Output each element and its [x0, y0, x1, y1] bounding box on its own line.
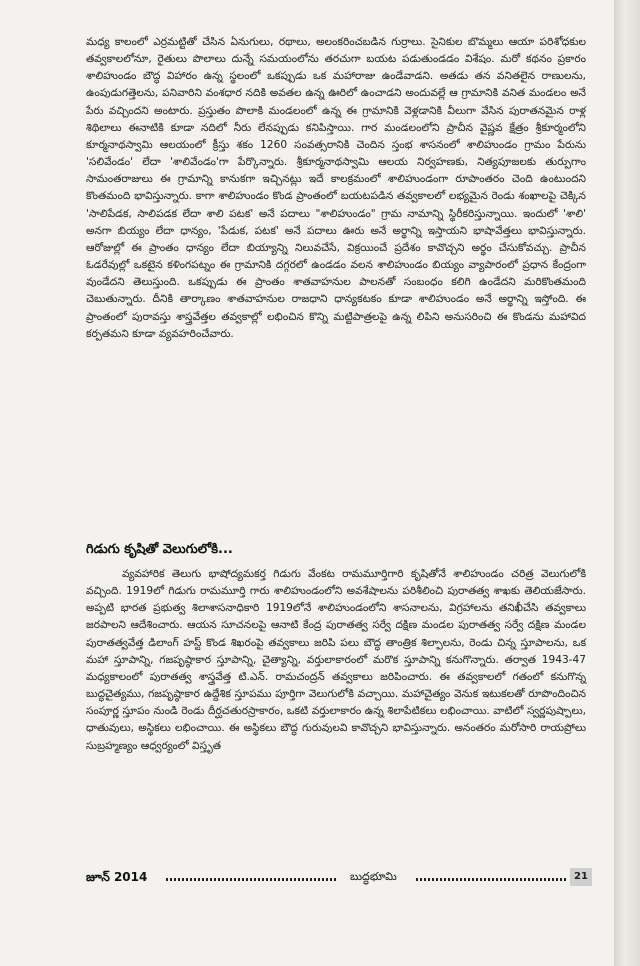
article-paragraph-1: మధ్య కాలంలో ఎర్రమట్టితో చేసిన ఏనుగులు, రథాలు, అలంకరించబడిన గుర్రాలు. సైనికుల బొమ్మలు ఆయా పరిశోధకుల తవ్వకాలలోనూ, రైతులు పొలాలు దున్నే సమయంలోను తరచుగా బయట పడుతుండడం విశేషం. మరో కథనం ప్రకారం శాలిహుండం బౌద్ధ విహారం ఉన్న స్థలంలో ఒకప్పుడు ఒక మహారాజు ఉండేవాడని. అతడు తన వనితలైన రాణులను, ఉంపుడుగత్తెలను, పనివారిని వంశధార నదికి అవతల ఉన్న ఊరిలో ఉంచాడని అందువల్లే ఆ గ్రామానికి వనిత మండలం అనే పేరు వచ్చిందని అంటారు. ప్రస్తుతం పొలాకి మండలంలో ఉన్న ఈ గ్రామానికి వెళ్లడానికి వీలుగా వేసిన పురాతనమైన రాళ్ల శిథిలాలు ఈనాటికి కూడా నదిలో నీరు లేనప్పుడు కనిపిస్తాయి. గార మండలంలోని ప్రాచీన వైష్ణవ క్షేత్రం శ్రీకూర్మంలోని కూర్మనాథస్వామి ఆలయంలో క్రీస్తు శకం 1260 సంవత్సరానికి చెందిన స్తంభ శాసనంలో శాలిహుండం గ్రామం పేరును 'సలివేండం' లేదా 'శాలివేండం'గా పేర్కొన్నారు. శ్రీకూర్మనాథస్వామి ఆలయ నిర్వహణకు, నిత్యపూజలకు తుర్పుగాం సామంతరాజులు ఈ గ్రామాన్ని కానుకగా ఇచ్చినట్లు ఇదే కాలక్రమంలో శాలిహుండంగా రూపాంతరం చెంది ఉంటుందని కొంతమంది భావిస్తున్నారు. కాగా శాలిహుండం కొండ ప్రాంతంలో బయటపడిన తవ్వకాలలో లభ్యమైన రెండు శంఖాలపై చెక్కిన 'సాలిపేడక, సాలిపడక లేదా శాలి పటక' అనే పదాలు "శాలిహుండం" గ్రామ నామాన్ని స్థిరీకరిస్తున్నాయి. ఇందులో 'శాలి' అనగా బియ్యం లేదా ధాన్యం, 'పేడుక, పటక' అనే పదాలు ఊరు అనే అర్థాన్ని ఇస్తాయని భాషావేత్తలు భావిస్తున్నారు. ఆరోజుల్లో ఈ ప్రాంతం ధాన్యం లేదా బియ్యాన్ని నిలువచేసే, విక్రయించే ప్రదేశం కావొచ్చని అర్థం చేసుకోవచ్చు. ప్రాచీన ఓడరేవుల్లో ఒకటైన కళింగపట్నం ఈ గ్రామానికి దగ్గరలో ఉండడం వలన శాలిహుండం బియ్యం వ్యాపారంలో ప్రధాన కేంద్రంగా వుండేదని తెలుస్తుంది. ఒకప్పుడు ఈ ప్రాంతం శాతవాహనుల పాలనతో సంబంధం కలిగి ఉండేదని మరికొంతమంది చెబుతున్నారు. దీనికి తార్కాణం శాతవాహనుల రాజధాని ధాన్యకటకం కూడా శాలిహుండం అనే అర్థాన్ని ఇస్తోంది. ఈ ప్రాంతంలో పురావస్తు శాస్త్రవేత్తల తవ్వకాల్లో లభించిన కొన్ని మట్టిపాత్రలపై ఉన్న లిపిని అనుసరించి ఈ కొండను మహావిద కర్పతమని కూడా వ్యవహరించేవారు.	[86, 36, 586, 340]
footer-divider	[416, 878, 566, 881]
page-number: 21	[570, 868, 592, 886]
issue-date: జూన్ 2014	[86, 870, 148, 884]
page-edge	[614, 0, 640, 966]
magazine-name: బుద్ధభూమి	[350, 870, 397, 883]
article-paragraph-2: వ్యవహారిక తెలుగు భాషోద్యమకర్త గిడుగు వేంకట రామమూర్తిగారి కృషితోనే శాలిహుండం చరిత్ర వెలుగులోకి వచ్చింది. 1919లో గిడుగు రామమూర్తి గారు శాలిహుండంలోని అవశేషాలను పరిశీలించి పురాతత్వ శాఖకు తెలియజేసారు. అప్పటి భారత ప్రభుత్వ శిలాశాసనాధికారి 1919లోనే శాలిహుండంలోని శాసనాలను, విగ్రహాలను తనిఖీచేసి తవ్వకాలు జరపాలని ఆదేశించారు. ఆయన సూచనలపై ఆనాటి కేంద్ర పురాతత్వ సర్వే దక్షిణ మండల పురాతత్వ సర్వే దక్షిణ మండల పురాతత్వవేత్త డిలాంగ్ హస్ట్ కొండ శిఖరంపై తవ్వకాలు జరిపి పలు బౌద్ధ తాంత్రిక శిల్పాలను, రెండు చిన్న స్తూపాలను, ఒక మహా స్తూపాన్ని, గజపృష్ఠాకార స్తూపాన్ని, చైత్యాన్ని, వర్తులాకారంలో మరొక స్తూపాన్ని కనుగొన్నారు. తర్వాత 1943-47 మధ్యకాలంలో పురాతత్వ శాస్త్రవేత్త టి.ఎన్. రామచంద్రన్ తవ్వకాలు జరిపించారు. ఈ తవ్వకాలలో గతంలో కనుగొన్న బుద్ధచైత్యము, గజపృష్ఠాకార ఉద్దేశిక స్తూపము పూర్తిగా వెలుగులోకి వచ్చాయి. మహాచైత్యం వెనుక ఇటుకలతో రూపొందించిన సంపూర్ణ స్తూపం నుండి రెండు దీర్ఘచతురస్రాకారం, ఒకటి వర్తులాకారం ఉన్న శిలాపేటికలు లభించాయి. వాటిలో స్వర్ణపుష్పాలు, ధాతువులు, అస్థికలు లభించాయి. ఈ అస్థికలు బౌద్ధ గురువులవి కావొచ్చని భావిస్తున్నారు. అనంతరం మరోసారి రాయప్రోలు సుబ్రహ్మణ్యం ఆధ్వర్యంలో విస్తృత	[86, 568, 586, 752]
section-heading: గిడుగు కృషితో వెలుగులోకి...	[86, 542, 233, 557]
footer-divider	[166, 878, 336, 881]
page-footer	[86, 868, 591, 890]
